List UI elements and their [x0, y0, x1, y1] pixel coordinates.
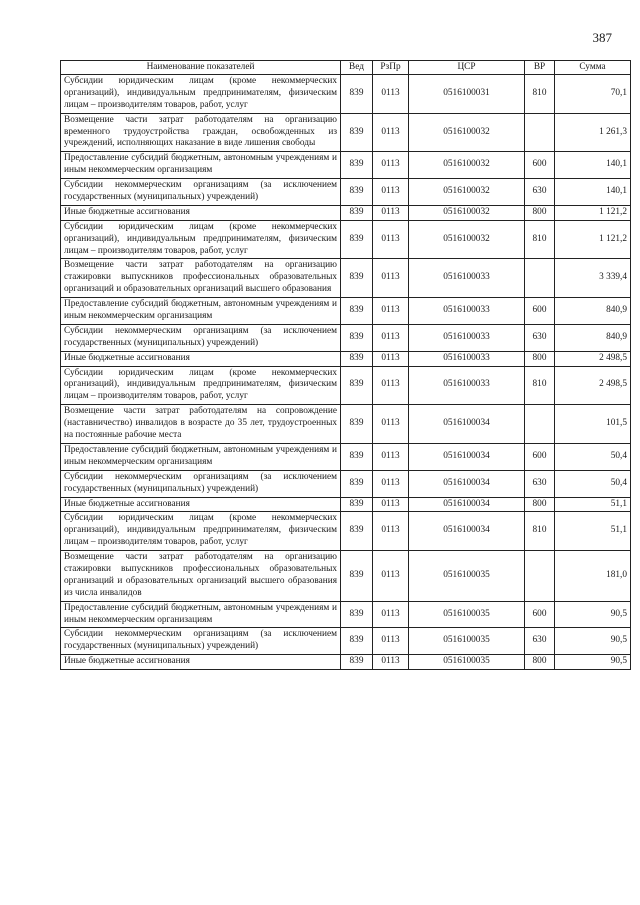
- table-row: [61, 443, 631, 470]
- cell-csr: 0516100033: [409, 324, 525, 351]
- table-row: [61, 470, 631, 497]
- cell-csr: 0516100033: [409, 298, 525, 325]
- table-row: [61, 351, 631, 366]
- cell-vr: [525, 551, 555, 602]
- cell-rzpr: 0113: [373, 351, 409, 366]
- cell-ved: 839: [341, 512, 373, 551]
- cell-sum: 51,1: [555, 497, 631, 512]
- cell-csr: 0516100034: [409, 512, 525, 551]
- cell-csr: 0516100035: [409, 628, 525, 655]
- cell-ved: 839: [341, 366, 373, 405]
- cell-rzpr: 0113: [373, 601, 409, 628]
- cell-vr: 810: [525, 75, 555, 114]
- budget-table: [60, 60, 631, 670]
- cell-csr: 0516100035: [409, 601, 525, 628]
- cell-sum: 1 121,2: [555, 220, 631, 259]
- cell-csr: 0516100035: [409, 551, 525, 602]
- cell-rzpr: 0113: [373, 324, 409, 351]
- cell-name: Иные бюджетные ассигнования: [61, 351, 341, 366]
- cell-ved: 839: [341, 405, 373, 444]
- cell-rzpr: 0113: [373, 551, 409, 602]
- header-ved: Вед: [341, 61, 373, 75]
- cell-sum: 840,9: [555, 298, 631, 325]
- cell-sum: 51,1: [555, 512, 631, 551]
- cell-csr: 0516100033: [409, 366, 525, 405]
- cell-vr: 600: [525, 601, 555, 628]
- cell-sum: 3 339,4: [555, 259, 631, 298]
- cell-name: Субсидии юридическим лицам (кроме некоммерческих организаций), индивидуальным предпринимателям, физическим лицам – производителям товаров, работ, услуг: [61, 220, 341, 259]
- cell-rzpr: 0113: [373, 628, 409, 655]
- cell-name: Возмещение части затрат работодателям на организацию стажировки выпускников профессиональных образовательных организаций и образовательных организаций высшего образования из числа инвалидов: [61, 551, 341, 602]
- table-header-row: [61, 61, 631, 75]
- cell-vr: 800: [525, 655, 555, 670]
- cell-sum: 90,5: [555, 601, 631, 628]
- cell-name: Субсидии юридическим лицам (кроме некоммерческих организаций), индивидуальным предпринимателям, физическим лицам – производителям товаров, работ, услуг: [61, 75, 341, 114]
- table-row: [61, 405, 631, 444]
- cell-vr: 630: [525, 628, 555, 655]
- cell-vr: 810: [525, 366, 555, 405]
- cell-csr: 0516100033: [409, 351, 525, 366]
- cell-rzpr: 0113: [373, 220, 409, 259]
- cell-csr: 0516100033: [409, 259, 525, 298]
- cell-name: Иные бюджетные ассигнования: [61, 497, 341, 512]
- cell-rzpr: 0113: [373, 405, 409, 444]
- cell-csr: 0516100034: [409, 405, 525, 444]
- table-row: [61, 655, 631, 670]
- cell-vr: 630: [525, 324, 555, 351]
- cell-name: Предоставление субсидий бюджетным, автономным учреждениям и иным некоммерческим организациям: [61, 601, 341, 628]
- cell-name: Субсидии некоммерческим организациям (за исключением государственных (муниципальных) учреждений): [61, 324, 341, 351]
- cell-sum: 2 498,5: [555, 351, 631, 366]
- cell-name: Субсидии юридическим лицам (кроме некоммерческих организаций), индивидуальным предпринимателям, физическим лицам – производителям товаров, работ, услуг: [61, 512, 341, 551]
- cell-vr: 600: [525, 152, 555, 179]
- cell-vr: 600: [525, 443, 555, 470]
- cell-csr: 0516100032: [409, 220, 525, 259]
- cell-name: Субсидии некоммерческим организациям (за исключением государственных (муниципальных) учреждений): [61, 628, 341, 655]
- cell-vr: 630: [525, 470, 555, 497]
- cell-csr: 0516100032: [409, 152, 525, 179]
- header-vr: ВР: [525, 61, 555, 75]
- cell-vr: 800: [525, 205, 555, 220]
- cell-sum: 140,1: [555, 179, 631, 206]
- cell-ved: 839: [341, 655, 373, 670]
- cell-rzpr: 0113: [373, 443, 409, 470]
- cell-vr: [525, 113, 555, 152]
- cell-sum: 1 261,3: [555, 113, 631, 152]
- cell-rzpr: 0113: [373, 259, 409, 298]
- cell-ved: 839: [341, 75, 373, 114]
- cell-sum: 90,5: [555, 655, 631, 670]
- cell-vr: [525, 259, 555, 298]
- cell-ved: 839: [341, 298, 373, 325]
- table-row: [61, 551, 631, 602]
- page-number: 387: [592, 30, 612, 45]
- table-row: [61, 497, 631, 512]
- cell-ved: 839: [341, 351, 373, 366]
- cell-ved: 839: [341, 443, 373, 470]
- table-row: [61, 113, 631, 152]
- cell-name: Возмещение части затрат работодателям на организацию стажировки выпускников профессиональных образовательных организаций и образовательных организаций высшего образования: [61, 259, 341, 298]
- cell-vr: 810: [525, 220, 555, 259]
- table-row: [61, 259, 631, 298]
- header-csr: ЦСР: [409, 61, 525, 75]
- table-row: [61, 628, 631, 655]
- cell-vr: 800: [525, 351, 555, 366]
- header-sum: Сумма: [555, 61, 631, 75]
- cell-sum: 101,5: [555, 405, 631, 444]
- cell-ved: 839: [341, 551, 373, 602]
- cell-sum: 1 121,2: [555, 205, 631, 220]
- cell-sum: 50,4: [555, 443, 631, 470]
- cell-name: Иные бюджетные ассигнования: [61, 655, 341, 670]
- cell-sum: 50,4: [555, 470, 631, 497]
- cell-ved: 839: [341, 220, 373, 259]
- cell-name: Возмещение части затрат работодателям на сопровождение (наставничество) инвалидов в возрасте до 35 лет, трудоустроенных на постоянные рабочие места: [61, 405, 341, 444]
- table-row: [61, 75, 631, 114]
- cell-ved: 839: [341, 470, 373, 497]
- table-row: [61, 205, 631, 220]
- cell-vr: 800: [525, 497, 555, 512]
- cell-csr: 0516100031: [409, 75, 525, 114]
- cell-name: Предоставление субсидий бюджетным, автономным учреждениям и иным некоммерческим организациям: [61, 152, 341, 179]
- cell-ved: 839: [341, 601, 373, 628]
- cell-csr: 0516100032: [409, 205, 525, 220]
- cell-ved: 839: [341, 152, 373, 179]
- cell-ved: 839: [341, 497, 373, 512]
- cell-name: Возмещение части затрат работодателям на организацию временного трудоустройства граждан, освобожденных из учреждений, исполняющих наказание в виде лишения свободы: [61, 113, 341, 152]
- cell-rzpr: 0113: [373, 152, 409, 179]
- cell-vr: 600: [525, 298, 555, 325]
- cell-rzpr: 0113: [373, 75, 409, 114]
- cell-name: Субсидии некоммерческим организациям (за исключением государственных (муниципальных) учреждений): [61, 179, 341, 206]
- header-rzpr: РзПр: [373, 61, 409, 75]
- cell-name: Субсидии некоммерческим организациям (за исключением государственных (муниципальных) учреждений): [61, 470, 341, 497]
- table-row: [61, 366, 631, 405]
- header-name: Наименование показателей: [61, 61, 341, 75]
- cell-rzpr: 0113: [373, 179, 409, 206]
- cell-rzpr: 0113: [373, 298, 409, 325]
- cell-sum: 70,1: [555, 75, 631, 114]
- cell-csr: 0516100034: [409, 470, 525, 497]
- cell-rzpr: 0113: [373, 655, 409, 670]
- cell-csr: 0516100034: [409, 497, 525, 512]
- table-row: [61, 324, 631, 351]
- cell-ved: 839: [341, 205, 373, 220]
- cell-name: Предоставление субсидий бюджетным, автономным учреждениям и иным некоммерческим организациям: [61, 298, 341, 325]
- cell-vr: 630: [525, 179, 555, 206]
- cell-rzpr: 0113: [373, 497, 409, 512]
- cell-vr: 810: [525, 512, 555, 551]
- cell-rzpr: 0113: [373, 366, 409, 405]
- table-row: [61, 512, 631, 551]
- cell-sum: 140,1: [555, 152, 631, 179]
- cell-name: Иные бюджетные ассигнования: [61, 205, 341, 220]
- cell-csr: 0516100032: [409, 113, 525, 152]
- cell-ved: 839: [341, 324, 373, 351]
- cell-rzpr: 0113: [373, 512, 409, 551]
- cell-sum: 90,5: [555, 628, 631, 655]
- cell-csr: 0516100035: [409, 655, 525, 670]
- table-row: [61, 152, 631, 179]
- cell-ved: 839: [341, 113, 373, 152]
- table-row: [61, 179, 631, 206]
- table-row: [61, 298, 631, 325]
- cell-sum: 840,9: [555, 324, 631, 351]
- table-row: [61, 601, 631, 628]
- cell-ved: 839: [341, 259, 373, 298]
- table-row: [61, 220, 631, 259]
- cell-name: Предоставление субсидий бюджетным, автономным учреждениям и иным некоммерческим организациям: [61, 443, 341, 470]
- cell-csr: 0516100034: [409, 443, 525, 470]
- cell-rzpr: 0113: [373, 113, 409, 152]
- cell-ved: 839: [341, 628, 373, 655]
- cell-csr: 0516100032: [409, 179, 525, 206]
- cell-vr: [525, 405, 555, 444]
- cell-ved: 839: [341, 179, 373, 206]
- cell-sum: 2 498,5: [555, 366, 631, 405]
- cell-name: Субсидии юридическим лицам (кроме некоммерческих организаций), индивидуальным предпринимателям, физическим лицам – производителям товаров, работ, услуг: [61, 366, 341, 405]
- cell-rzpr: 0113: [373, 470, 409, 497]
- cell-rzpr: 0113: [373, 205, 409, 220]
- cell-sum: 181,0: [555, 551, 631, 602]
